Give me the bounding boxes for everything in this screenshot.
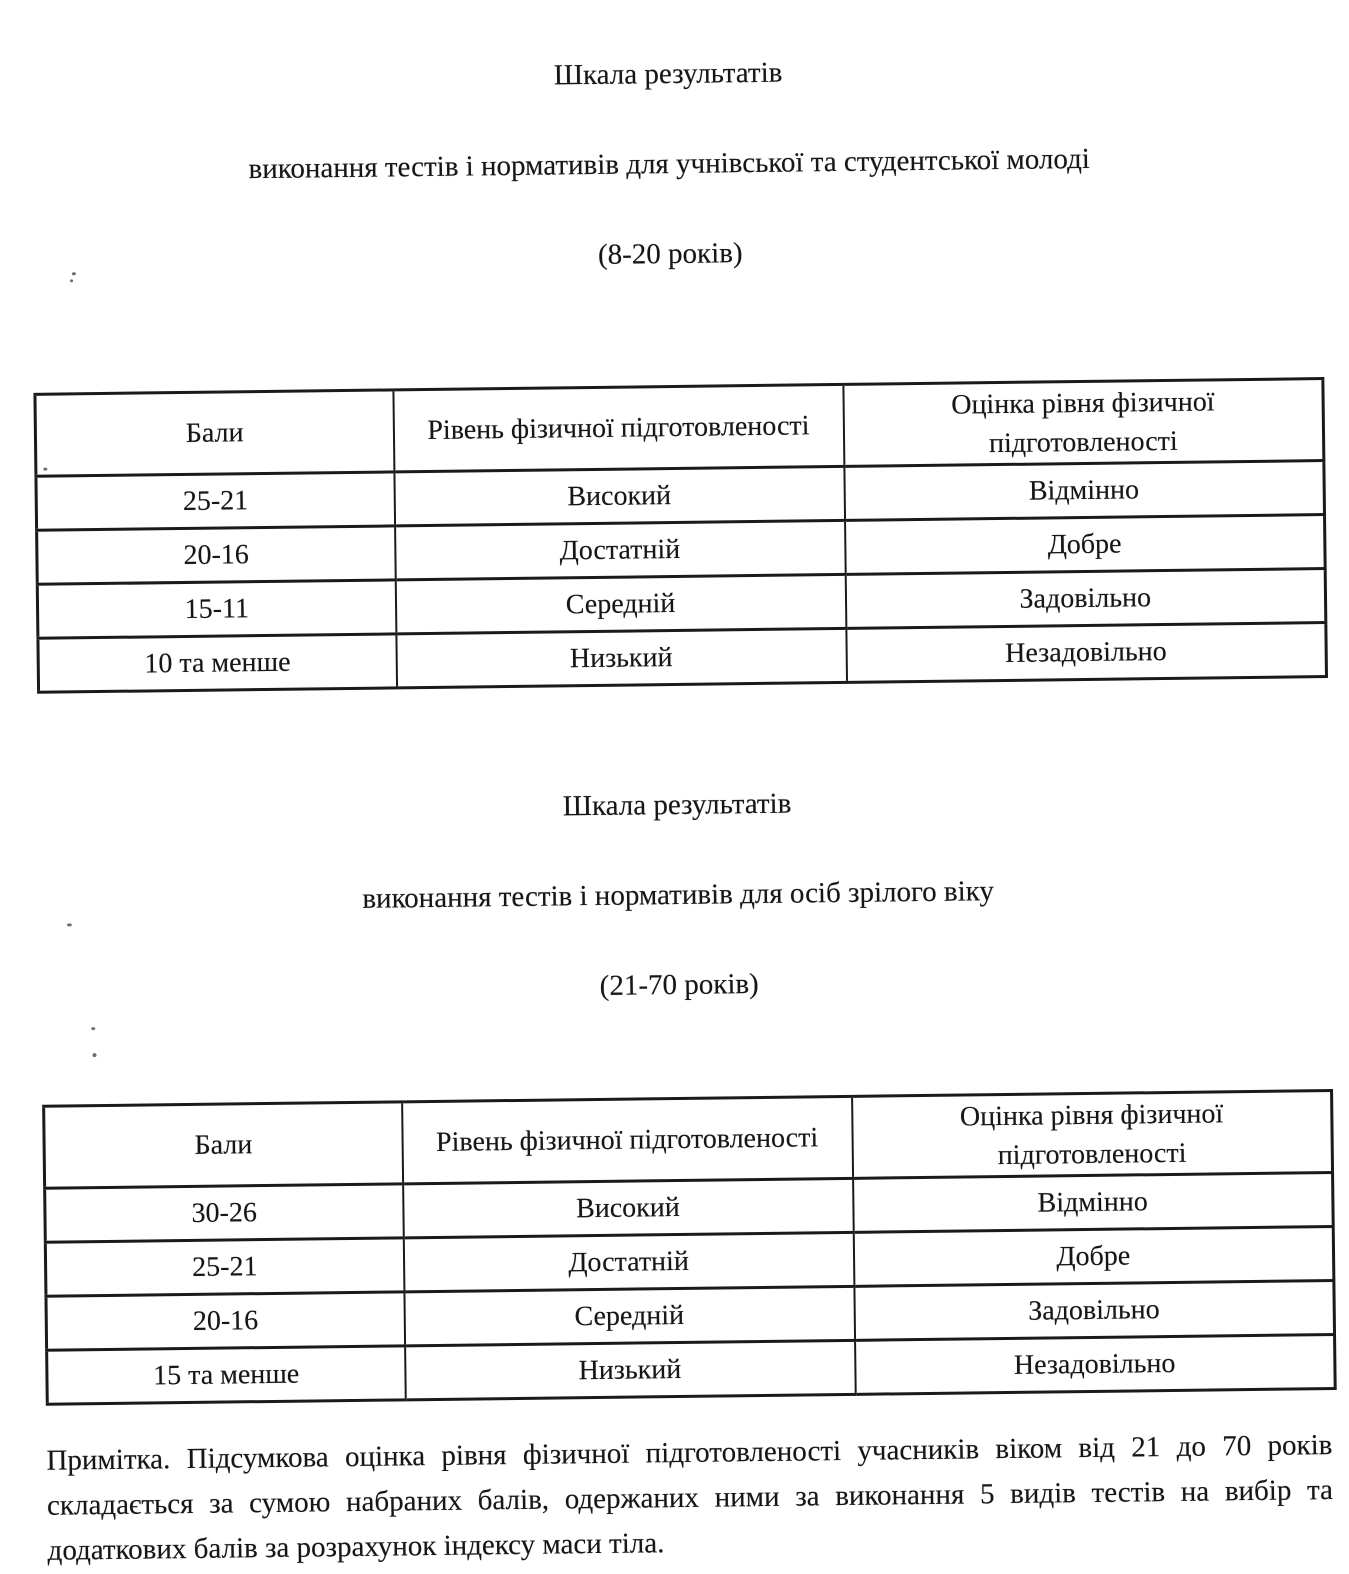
grade-cell: Задовільно [854,1280,1335,1340]
level-cell: Достатній [395,520,846,579]
level-cell: Достатній [403,1232,854,1291]
scan-speck [67,923,72,926]
section2-title-line3: (21-70 років) [599,968,759,1002]
header-cell-scores: Бали [35,390,394,476]
section1-title-line1: Шкала результатів [553,56,783,92]
level-cell: Низький [405,1340,856,1399]
level-cell: Високий [403,1178,854,1237]
header-cell-grade [852,1091,1333,1179]
note-label: Примітка. [46,1443,171,1477]
section2-title-line2: виконання тестів і нормативів для осіб зрілого віку [362,875,995,915]
results-table-adults [42,1089,1337,1406]
table-header-row [35,379,1324,477]
score-cell: 15 та менше [47,1346,406,1404]
section1-title-line3: (8-20 років) [597,237,743,271]
grade-cell: Незадовільно [855,1334,1336,1394]
score-cell: 25-21 [36,472,395,530]
note-paragraph [46,1423,1334,1574]
grade-cell: Добре [845,515,1326,575]
level-cell: Низький [396,628,847,687]
grade-cell: Відмінно [853,1173,1334,1233]
section1-title-line2: виконання тестів і нормативів для учнівської та студентської молоді [248,142,1090,186]
table-header-row [44,1091,1333,1189]
score-cell: 25-21 [45,1238,404,1296]
level-cell: Високий [394,466,845,525]
grade-cell: Добре [853,1226,1334,1286]
section2-title-line1: Шкала результатів [562,787,792,823]
header-cell-level: Рівень фізичної підготовленості [393,384,844,471]
header-cell-grade-label: Оцінка рівня фізичної підготовленості [959,1097,1224,1171]
level-cell: Середній [404,1286,855,1345]
section2-title [2,730,1349,1061]
header-cell-level: Рівень фізичної підготовленості [402,1096,853,1183]
scan-speck [43,468,47,471]
level-cell: Середній [395,574,846,633]
note-text: Підсумкова оцінка рівня фізичної підготовленості учасників віком від 21 до 70 років складається за сумою набраних балів, одержаних ними за виконання 5 видів тестів на вибір та додаткових балів за розрахунок індексу маси тіла. [46,1429,1334,1567]
score-cell: 10 та менше [38,634,397,692]
scan-speck [91,1027,95,1030]
results-table-youth [33,377,1328,694]
grade-cell: Незадовільно [846,623,1327,683]
header-cell-scores: Бали [44,1102,403,1188]
score-cell: 30-26 [45,1184,404,1242]
scan-speck [70,279,73,282]
score-cell: 20-16 [37,526,396,584]
score-cell: 20-16 [46,1292,405,1350]
grade-cell: Відмінно [844,461,1325,521]
header-cell-grade [843,379,1324,467]
scan-speck [92,1053,96,1057]
score-cell: 15-11 [37,580,396,638]
scan-speck [72,272,76,275]
section1-title [0,0,1346,330]
header-cell-grade-label: Оцінка рівня фізичної підготовленості [951,385,1215,459]
grade-cell: Задовільно [845,569,1326,629]
